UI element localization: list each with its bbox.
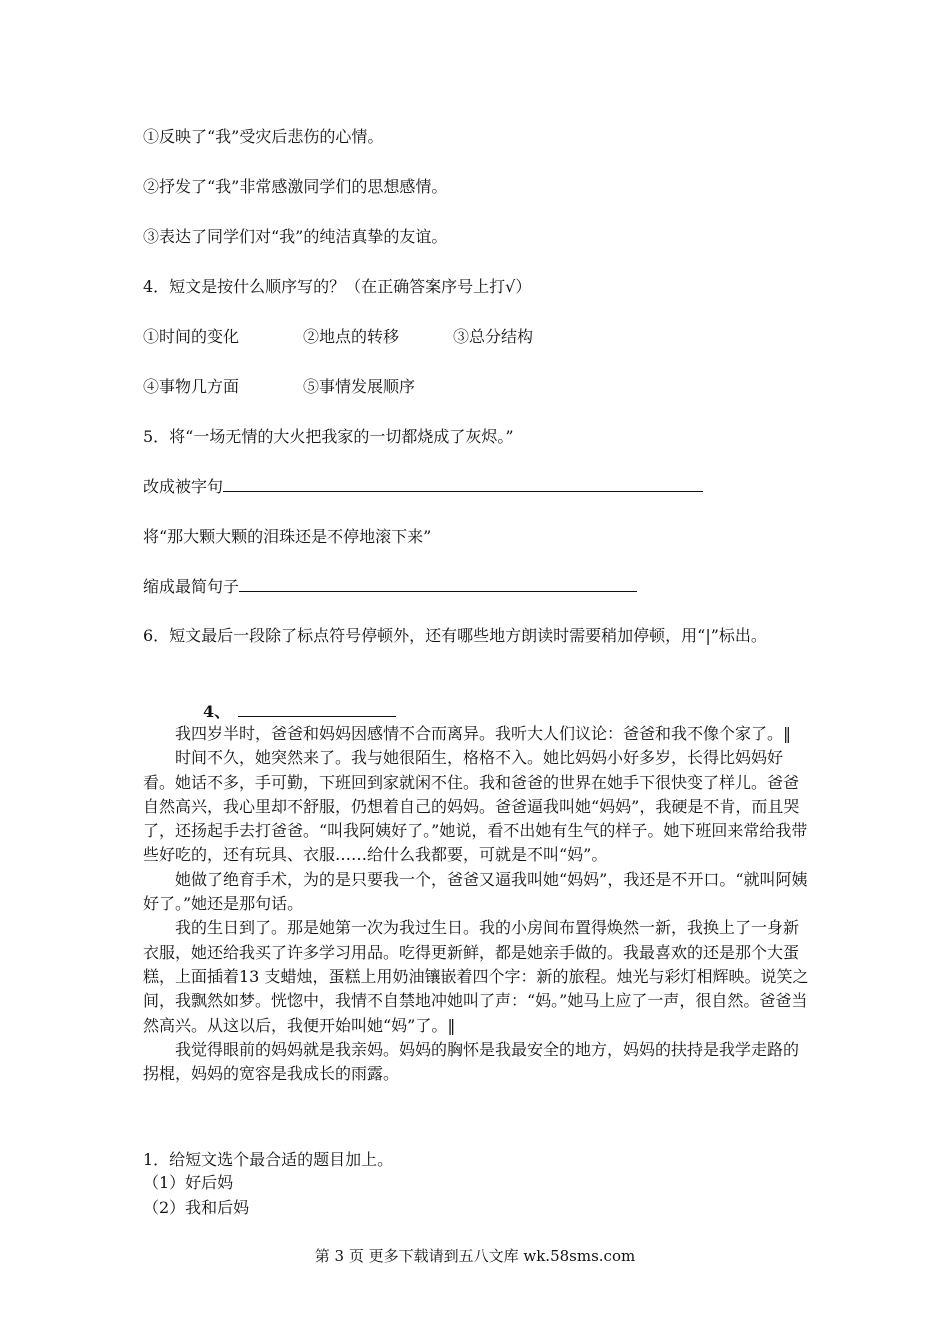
- q6-question: 6．短文最后一段除了标点符号停顿外，还有哪些地方朗读时需要稍加停顿，用“|”标出。: [143, 626, 767, 645]
- q3-option-1: ①反映了“我”受灾后悲伤的心情。: [143, 127, 384, 146]
- q5-passive-label: 改成被字句: [143, 477, 224, 496]
- passage-q1-option-1: （1）好后妈: [143, 1173, 234, 1192]
- q5-shorten-label: 缩成最简句子: [143, 577, 240, 596]
- answer-blank[interactable]: [239, 577, 637, 592]
- q5-passive-line: [143, 477, 703, 497]
- title-blank[interactable]: [238, 702, 396, 717]
- q4-option: ③总分结构: [453, 327, 534, 346]
- section-4-heading: [203, 702, 396, 722]
- q4-option: ②地点的转移: [303, 327, 400, 346]
- q3-option-3: ③表达了同学们对“我”的纯洁真挚的友谊。: [143, 227, 448, 246]
- passage-paragraph: 我四岁半时，爸爸和妈妈因感情不合而离异。我听大人们议论：爸爸和我不像个家了。‖: [175, 724, 792, 743]
- passage-paragraph: 我的生日到了。那是她第一次为我过生日。我的小房间布置得焕然一新，我换上了一身新衣服，她还给我买了许多学习用品。吃得更新鲜，都是她亲手做的。我最喜欢的还是那个大蛋糕，上面插着13 支蜡烛，蛋糕上用奶油镶嵌着四个字：新的旅程。烛光与彩灯相辉映。说笑之间，我飘然如梦。恍惚中，我情不自禁地冲她叫了声：“妈。”她马上应了一声，很自然。爸爸当然高兴。从这以后，我便开始叫她“妈”了。‖: [143, 918, 809, 1035]
- passage-q1: 1．给短文选个最合适的题目加上。: [143, 1150, 394, 1169]
- passage: [143, 722, 813, 1086]
- passage-paragraph: 时间不久，她突然来了。我与她很陌生，格格不入。她比妈妈小好多岁，长得比妈妈好看。她话不多，手可勤，下班回到家就闲不住。我和爸爸的世界在她手下很快变了样儿。爸爸自然高兴，我心里却不舒服，仍想着自己的妈妈。爸爸逼我叫她“妈妈”，我硬是不肯，而且哭了，还扬起手去打爸爸。“叫我阿姨好了。”她说，看不出她有生气的样子。她下班回来常给我带些好吃的，还有玩具、衣服……给什么我都要，可就是不叫“妈”。: [143, 748, 808, 865]
- q4-options-row-2: [143, 377, 415, 397]
- q4-options-row-1: [143, 327, 533, 347]
- q5-sentence-2: 将“那大颗大颗的泪珠还是不停地滚下来”: [143, 527, 432, 546]
- section-4-number: 4、: [203, 702, 231, 721]
- q4-option: ⑤事情发展顺序: [303, 377, 416, 396]
- page-footer: 第 3 页 更多下载请到五八文库 wk.58sms.com: [314, 1247, 636, 1265]
- answer-blank[interactable]: [223, 477, 703, 492]
- passage-paragraph: 她做了绝育手术，为的是只要我一个，爸爸又逼我叫她“妈妈”，我还是不开口。“就叫阿姨好了。”她还是那句话。: [143, 869, 808, 914]
- q3-option-2: ②抒发了“我”非常感激同学们的思想感情。: [143, 177, 448, 196]
- q4-option: ④事物几方面: [143, 377, 240, 396]
- q4-option: ①时间的变化: [143, 327, 240, 346]
- q4-question: 4．短文是按什么顺序写的？（在正确答案序号上打√）: [143, 277, 532, 296]
- q5-question: 5．将“一场无情的大火把我家的一切都烧成了灰烬。”: [143, 427, 514, 446]
- passage-q1-option-2: （2）我和后妈: [143, 1198, 250, 1217]
- q5-shorten-line: [143, 577, 637, 597]
- passage-paragraph: 我觉得眼前的妈妈就是我亲妈。妈妈的胸怀是我最安全的地方，妈妈的扶持是我学走路的拐棍，妈妈的宽容是我成长的雨露。: [143, 1039, 800, 1084]
